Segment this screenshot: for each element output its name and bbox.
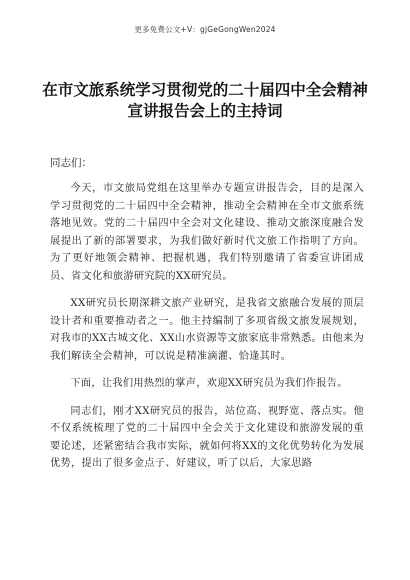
document-body	[50, 180, 364, 483]
salutation: 同志们：	[50, 157, 92, 169]
paragraph: 下面，让我们用热烈的掌声，欢迎XX研究员为我们作报告。	[70, 378, 348, 389]
paragraph: 同志们，刚才XX研究员的报告，站位高、视野宽、落点实。他不仅系统梳理了党的二十届四中全会关于文化建设和旅游发展的重要论述，还紧密结合我市实际，就如何将XX的文化优势转化为发展优势，提出了很多金点子、好建议，听了以后，大家思路	[50, 405, 364, 469]
paragraph: 今天，市文旅局党组在这里举办专题宣讲报告会，目的是深入学习贯彻党的二十届四中全会精神，推动全会精神在全市文旅系统落地见效。党的二十届四中全会对文化建设、推动文旅深度融合发展提出了新的部署要求，为我们做好新时代文旅工作指明了方向。为了更好地领会精神、把握机遇，我们特别邀请了省委宣讲团成员、省文化和旅游研究院的XX研究员。	[50, 183, 364, 282]
document-title: 在市文旅系统学习贯彻党的二十届四中全会精神宣讲报告会上的主持词	[42, 81, 368, 120]
header-note: 更多免费公文+V：gjGeGongWen2024	[134, 25, 276, 34]
paragraph: XX研究员长期深耕文旅产业研究，是我省文旅融合发展的顶层设计者和重要推动者之一。他主持编制了多项省级文旅发展规划，对我市的XX古城文化、XX山水资源等文旅家底非常熟悉。由他来为我们解读全会精神，可以说是精准滴灌、恰逢其时。	[50, 298, 364, 362]
